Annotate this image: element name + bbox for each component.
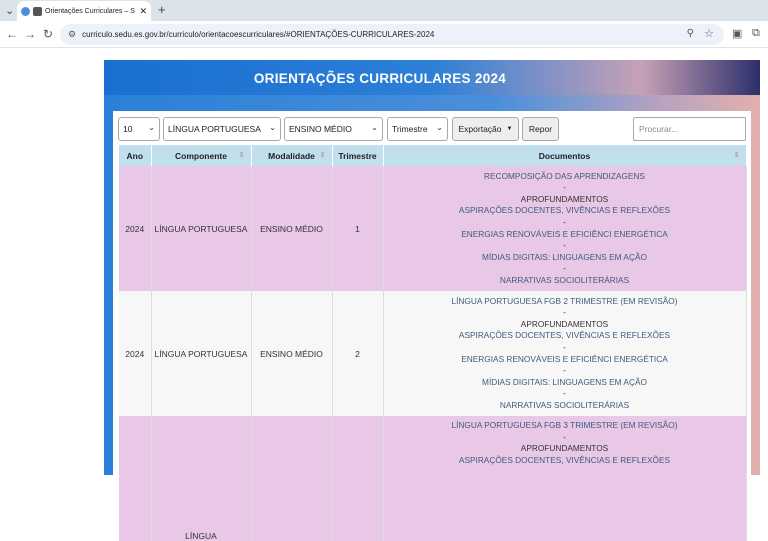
location-icon[interactable]: ⚲ bbox=[686, 28, 694, 39]
caret-down-icon: ▼ bbox=[506, 126, 513, 132]
cell-ano: 2024 bbox=[119, 291, 151, 416]
search-input[interactable] bbox=[633, 117, 746, 141]
componente-select[interactable] bbox=[163, 117, 281, 141]
section-label: APROFUNDAMENTOS bbox=[520, 318, 609, 329]
document-link[interactable]: MÍDIAS DIGITAIS: LINGUAGENS EM AÇÃO bbox=[482, 376, 647, 387]
cell-trimestre bbox=[332, 416, 383, 541]
page-size-value: 10 bbox=[123, 124, 133, 134]
componente-value: LÍNGUA PORTUGUESA bbox=[168, 124, 261, 134]
document-link[interactable]: NARRATIVAS SOCIOLITERÁRIAS bbox=[499, 399, 630, 410]
trimestre-select[interactable] bbox=[387, 117, 448, 141]
cell-modalidade bbox=[251, 416, 332, 541]
table-row bbox=[119, 291, 746, 416]
back-icon[interactable]: ← bbox=[6, 27, 18, 41]
document-link[interactable]: ENERGIAS RENOVÁVEIS E EFICIÊNCI ENERGÉTICA bbox=[461, 228, 668, 239]
export-button[interactable] bbox=[452, 117, 519, 141]
document-link[interactable]: LÍNGUA PORTUGUESA FGB 3 TRIMESTRE (EM REVISÃO) bbox=[451, 420, 678, 430]
cell-documentos: LÍNGUA PORTUGUESA FGB 2 TRIMESTRE (EM REVISÃO) - APROFUNDAMENTOS ASPIRAÇÕES DOCENTES, VIVÊNCIAS E REFLEXÕES - ENERGIAS RENOVÁVEIS E EFICIÊNCI ENERGÉTICA - MÍDIAS DIGITAIS: LINGUAGENS EM AÇÃO - NARRATIVAS SOCIOLITERÁRIAS bbox=[383, 291, 746, 416]
section-label: APROFUNDAMENTOS bbox=[520, 443, 609, 454]
cell-componente: LÍNGUA PORTUGUESA bbox=[151, 291, 251, 416]
document-link[interactable]: ASPIRAÇÕES DOCENTES, VIVÊNCIAS E REFLEXÕES bbox=[458, 454, 671, 465]
table-controls bbox=[113, 111, 751, 143]
forward-icon[interactable]: → bbox=[24, 27, 36, 41]
cell-componente: LÍNGUA PORTUGUESA bbox=[151, 166, 251, 291]
col-header-ano[interactable]: Ano bbox=[119, 145, 151, 166]
modalidade-select[interactable] bbox=[284, 117, 383, 141]
trimestre-value: Trimestre bbox=[392, 124, 428, 134]
col-header-documentos[interactable]: Documentos ⇕ bbox=[383, 145, 746, 166]
reset-button[interactable] bbox=[522, 117, 559, 141]
cell-ano: 2024 bbox=[119, 166, 151, 291]
site-settings-icon[interactable]: ⚙ bbox=[68, 29, 77, 39]
page-title: ORIENTAÇÕES CURRICULARES 2024 bbox=[253, 71, 507, 86]
new-tab-icon[interactable]: + bbox=[158, 2, 166, 17]
close-tab-icon[interactable]: ✕ bbox=[139, 5, 147, 16]
col-header-componente[interactable]: Componente ⇕ bbox=[151, 145, 251, 166]
chevron-down-icon: ⌄ bbox=[436, 123, 443, 132]
chevron-down-icon: ⌄ bbox=[269, 123, 276, 132]
puzzle-icon[interactable]: ⧉ bbox=[752, 27, 760, 39]
cell-documentos: LÍNGUA PORTUGUESA FGB 3 TRIMESTRE (EM REVISÃO) - APROFUNDAMENTOS ASPIRAÇÕES DOCENTES, VIVÊNCIAS E REFLEXÕES bbox=[383, 416, 746, 541]
page-favicon-icon bbox=[33, 7, 42, 16]
col-header-trimestre[interactable]: Trimestre bbox=[332, 145, 383, 166]
modalidade-value: ENSINO MÉDIO bbox=[289, 124, 352, 134]
table-row bbox=[119, 166, 746, 291]
sort-icon: ⇕ bbox=[319, 152, 326, 159]
cell-modalidade: ENSINO MÉDIO bbox=[251, 166, 332, 291]
table-header-row bbox=[119, 145, 746, 166]
site-favicon-icon bbox=[21, 7, 30, 16]
reset-label: Repor bbox=[528, 124, 553, 134]
document-link[interactable]: NARRATIVAS SOCIOLITERÁRIAS bbox=[499, 274, 630, 285]
document-link[interactable]: LÍNGUA PORTUGUESA FGB 2 TRIMESTRE (EM REVISÃO) bbox=[451, 295, 678, 306]
browser-tab[interactable] bbox=[17, 1, 151, 21]
table-row bbox=[119, 416, 746, 541]
export-label: Exportação bbox=[458, 124, 502, 134]
document-link[interactable]: ASPIRAÇÕES DOCENTES, VIVÊNCIAS E REFLEXÕES bbox=[458, 205, 671, 216]
cell-modalidade: ENSINO MÉDIO bbox=[251, 291, 332, 416]
url-text: curriculo.sedu.es.gov.br/curriculo/orientacoescurriculares/#ORIENTAÇÕES-CURRICULARES-2024 bbox=[82, 30, 435, 39]
document-link[interactable]: MÍDIAS DIGITAIS: LINGUAGENS EM AÇÃO bbox=[482, 251, 647, 262]
reload-icon[interactable]: ↻ bbox=[43, 27, 54, 41]
cell-ano bbox=[119, 416, 151, 541]
bookmark-star-icon[interactable]: ☆ bbox=[704, 28, 714, 40]
document-link[interactable]: RECOMPOSIÇÃO DAS APRENDIZAGENS bbox=[484, 170, 645, 181]
cell-trimestre: 2 bbox=[332, 291, 383, 416]
sort-icon: ⇕ bbox=[238, 152, 245, 159]
chevron-down-icon: ⌄ bbox=[371, 123, 378, 132]
col-header-modalidade[interactable]: Modalidade ⇕ bbox=[251, 145, 332, 166]
chevron-down-icon: ⌄ bbox=[148, 123, 155, 132]
documents-table bbox=[119, 145, 747, 541]
tab-title: Orientações Curriculares – S bbox=[45, 7, 135, 15]
browser-tab-strip bbox=[0, 0, 768, 21]
cell-trimestre: 1 bbox=[332, 166, 383, 291]
address-bar[interactable] bbox=[60, 24, 724, 45]
extension-icon[interactable]: ▣ bbox=[732, 28, 743, 40]
page-size-select[interactable] bbox=[118, 117, 160, 141]
cell-componente: LÍNGUA bbox=[151, 416, 251, 541]
browser-toolbar bbox=[0, 21, 768, 48]
table-panel bbox=[113, 111, 751, 541]
document-link[interactable]: ENERGIAS RENOVÁVEIS E EFICIÊNCI ENERGÉTICA bbox=[461, 353, 668, 364]
cell-documentos: RECOMPOSIÇÃO DAS APRENDIZAGENS - APROFUNDAMENTOS ASPIRAÇÕES DOCENTES, VIVÊNCIAS E REFLEXÕES - ENERGIAS RENOVÁVEIS E EFICIÊNCI ENERGÉTICA - MÍDIAS DIGITAIS: LINGUAGENS EM AÇÃO - NARRATIVAS SOCIOLITERÁRIAS bbox=[383, 166, 746, 291]
tab-search-icon[interactable]: ⌄ bbox=[5, 5, 15, 17]
document-link[interactable]: ASPIRAÇÕES DOCENTES, VIVÊNCIAS E REFLEXÕES bbox=[458, 330, 671, 341]
sort-icon: ⇕ bbox=[733, 152, 740, 159]
section-label: APROFUNDAMENTOS bbox=[520, 193, 609, 204]
